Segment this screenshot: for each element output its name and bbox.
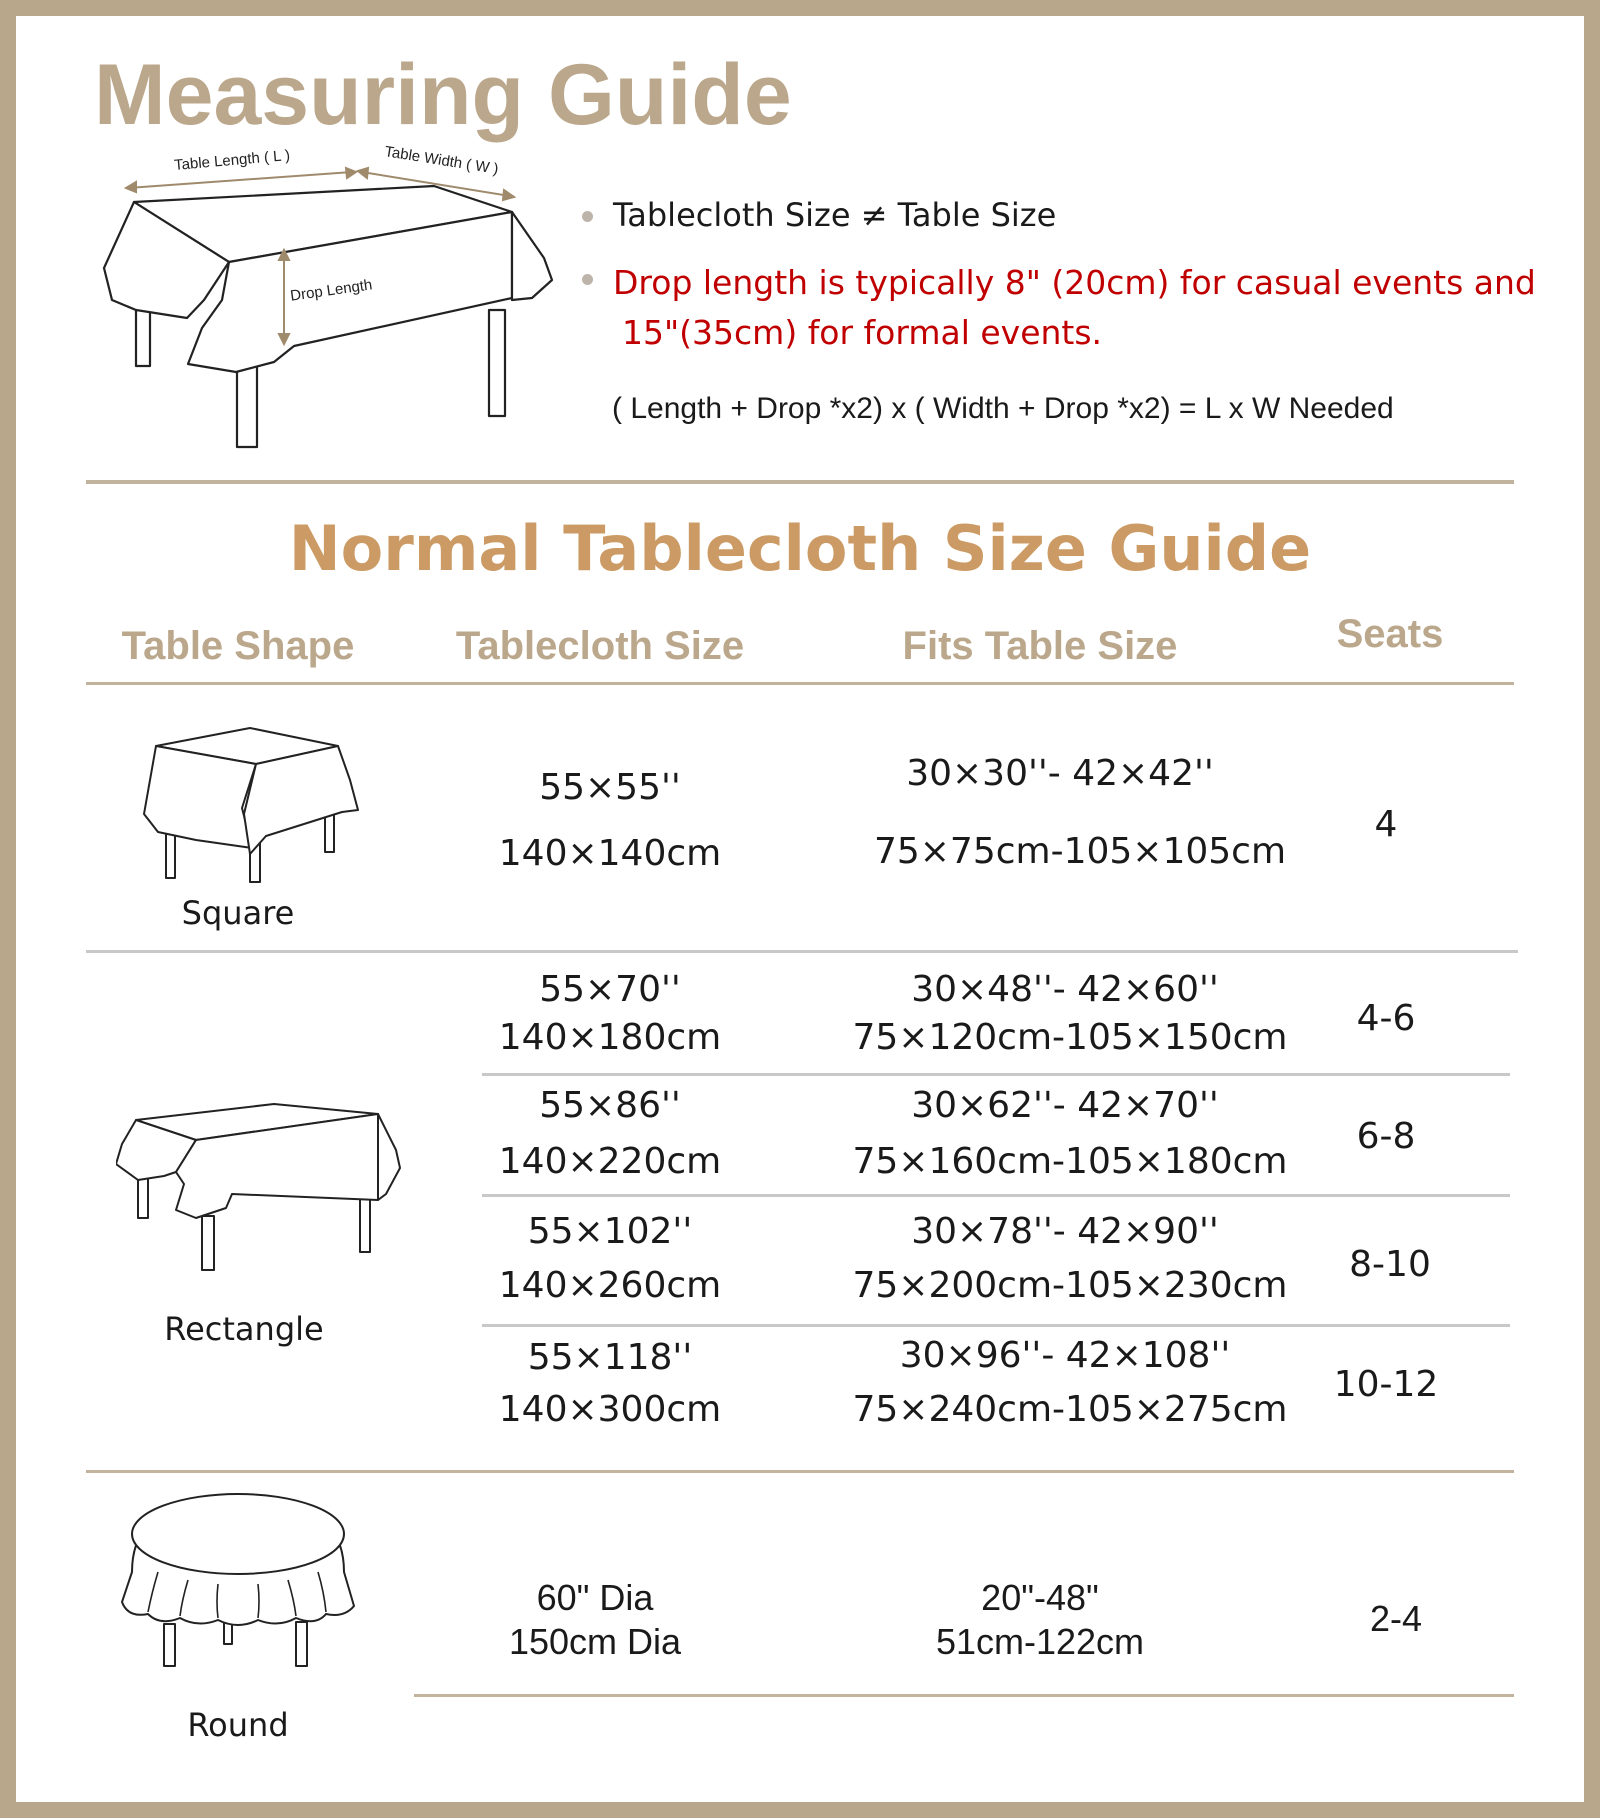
round-seats: 2-4 [1369, 1598, 1423, 1639]
rectangle-table-icon [116, 1098, 406, 1278]
bullet-text: Tablecloth Size ≠ Table Size [613, 196, 1057, 234]
rect-row3-fits-in: 30×78''- 42×90'' [911, 1211, 1219, 1252]
bullet-text-line2: 15"(35cm) for formal events. [622, 313, 1103, 352]
rect-row3-seats: 8-10 [1349, 1244, 1431, 1285]
row-divider [86, 1470, 1514, 1473]
rect-row4-fits-cm: 75×240cm-105×275cm [852, 1389, 1288, 1430]
rect-row4-seats: 10-12 [1333, 1364, 1439, 1405]
rect-row1-fits-in: 30×48''- 42×60'' [911, 969, 1219, 1010]
square-size-in: 55×55'' [539, 767, 681, 808]
page-title: Measuring Guide [94, 47, 792, 143]
rect-row2-size-in: 55×86'' [539, 1085, 681, 1126]
rect-row4-fits-in: 30×96''- 42×108'' [899, 1335, 1231, 1376]
round-table-icon [118, 1492, 358, 1674]
round-fits-cm: 51cm-122cm [935, 1621, 1145, 1662]
header-divider [86, 682, 1514, 685]
size-formula: ( Length + Drop *x2) x ( Width + Drop *x2) = L x W Needed [612, 392, 1394, 425]
rect-row4-size-cm: 140×300cm [498, 1389, 722, 1430]
row-divider [482, 1073, 1510, 1076]
row-divider [482, 1194, 1510, 1197]
rect-row3-size-in: 55×102'' [527, 1211, 693, 1252]
bullet-text-line1: Drop length is typically 8" (20cm) for casual events and [613, 263, 1536, 302]
table-width-label: Table Width ( W ) [383, 143, 500, 178]
rect-row3-fits-cm: 75×200cm-105×230cm [852, 1265, 1288, 1306]
rect-row1-size-in: 55×70'' [539, 969, 681, 1010]
rect-row1-size-cm: 140×180cm [498, 1017, 722, 1058]
square-size-cm: 140×140cm [498, 833, 722, 874]
column-header-shape: Table Shape [121, 624, 355, 668]
round-size-in: 60" Dia [536, 1577, 654, 1618]
measuring-diagram [84, 143, 564, 470]
table-measure-illustration [84, 150, 564, 470]
row-divider [86, 950, 1518, 953]
size-guide-title: Normal Tablecloth Size Guide [288, 512, 1312, 585]
bullet-dot-icon [582, 274, 593, 285]
square-fits-cm: 75×75cm-105×105cm [873, 831, 1287, 872]
column-header-fits: Fits Table Size [902, 624, 1178, 668]
shape-label-round: Round [187, 1706, 289, 1744]
round-size-cm: 150cm Dia [508, 1621, 682, 1662]
rect-row1-seats: 4-6 [1356, 998, 1416, 1039]
square-seats: 4 [1374, 804, 1398, 845]
round-fits-in: 20"-48" [981, 1577, 1099, 1618]
square-fits-in: 30×30''- 42×42'' [906, 753, 1214, 794]
rect-row2-fits-in: 30×62''- 42×70'' [911, 1085, 1219, 1126]
section-divider [86, 480, 1514, 484]
shape-label-square: Square [181, 894, 295, 932]
rect-row3-size-cm: 140×260cm [498, 1265, 722, 1306]
bullet-dot-icon [582, 211, 593, 222]
square-table-icon [138, 724, 370, 888]
row-divider [482, 1324, 1510, 1327]
bullet-drop-note [582, 258, 1536, 358]
column-header-tablecloth: Tablecloth Size [455, 624, 745, 668]
rect-row4-size-in: 55×118'' [527, 1337, 693, 1378]
column-header-seats: Seats [1336, 612, 1444, 656]
rect-row1-fits-cm: 75×120cm-105×150cm [852, 1017, 1288, 1058]
rect-row2-fits-cm: 75×160cm-105×180cm [852, 1141, 1288, 1182]
rect-row2-seats: 6-8 [1356, 1116, 1416, 1157]
table-length-label: Table Length ( L ) [173, 146, 291, 175]
row-divider [414, 1694, 1514, 1697]
drop-length-label: Drop Length [289, 276, 374, 305]
rect-row2-size-cm: 140×220cm [498, 1141, 722, 1182]
shape-label-rectangle: Rectangle [164, 1310, 324, 1348]
bullet-size-note [582, 196, 1056, 234]
